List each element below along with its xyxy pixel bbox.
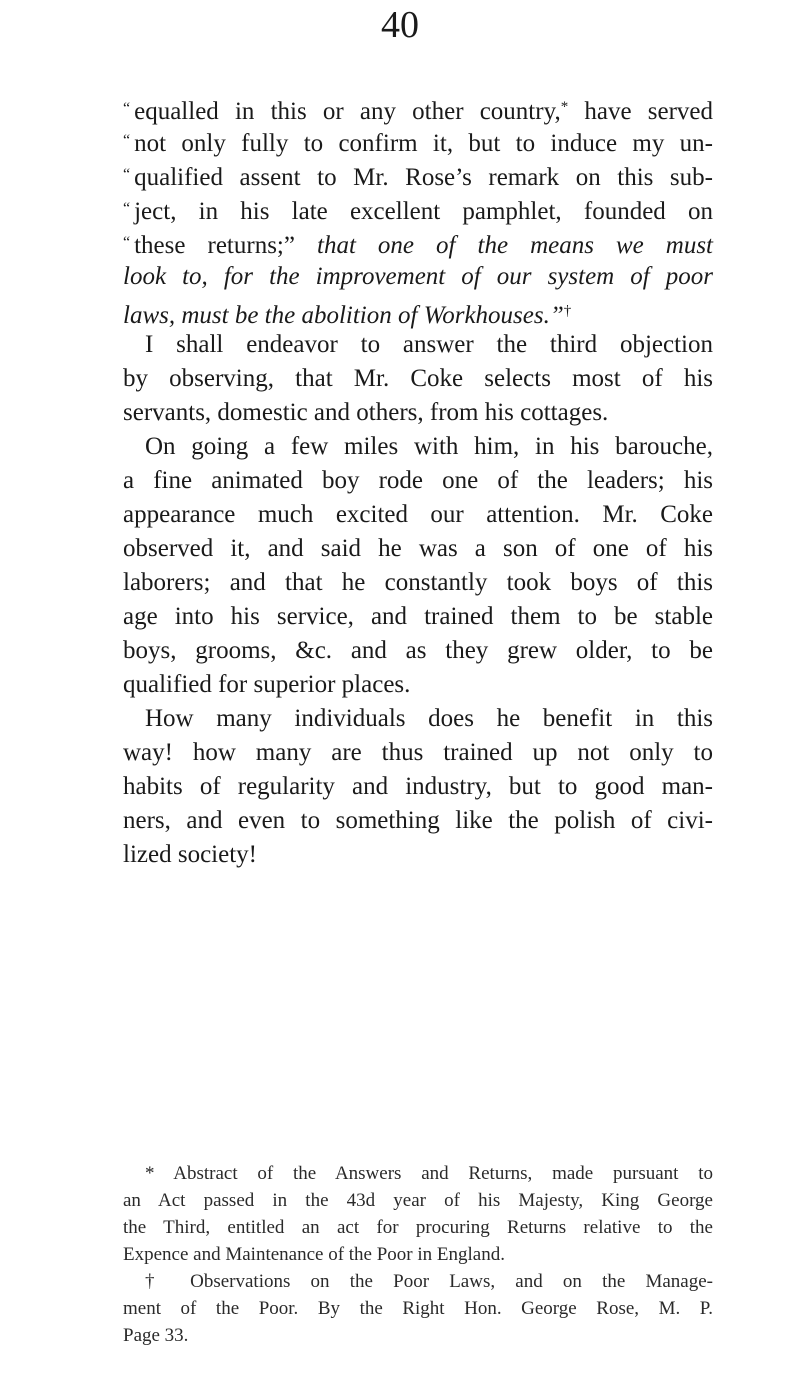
footnote-marker: * [560,99,569,115]
text-run: On going a few miles with him, in his barouche, [145,433,713,460]
text-line [123,260,713,294]
text-run: equalled in this or any other country, [134,98,561,125]
text-run: ners, and even to something like the polish of civi- [123,807,713,834]
text-line [123,668,713,702]
text-line [123,124,713,158]
running-quote-mark: “ [123,132,131,149]
text-line [123,90,713,124]
text-line [123,634,713,668]
text-line [123,328,713,362]
footnote-line [123,1214,713,1241]
text-run: lized society! [123,841,257,868]
running-quote-mark: “ [123,234,131,251]
footnote-line [123,1295,713,1322]
text-run: habits of regularity and industry, but to good man- [123,773,713,800]
text-line [123,192,713,226]
footnote-line [123,1268,713,1295]
text-run: by observing, that Mr. Coke selects most of his [123,365,713,392]
text-line [123,770,713,804]
text-line [123,804,713,838]
text-run: Expence and Maintenance of the Poor in England. [123,1244,505,1265]
text-run: * Abstract of the Answers and Returns, made pursuant to [145,1163,713,1184]
text-run: I shall endeavor to answer the third objection [145,331,713,358]
text-line [123,158,713,192]
footnote-line [123,1187,713,1214]
text-line [123,294,713,328]
text-line [123,600,713,634]
footnote-line [123,1241,713,1268]
text-line [123,838,713,872]
text-line [123,430,713,464]
text-line [123,498,713,532]
footnote-marker: † [563,303,572,319]
text-run: ment of the Poor. By the Right Hon. George Rose, M. P. [123,1298,713,1319]
italic-text: laws, must be the abolition of Workhouses.” [123,302,564,329]
italic-text: look to, for the improvement of our system of poor [123,263,713,290]
footnote-line [123,1160,713,1187]
text-line [123,226,713,260]
running-quote-mark: “ [123,100,131,117]
text-run: observed it, and said he was a son of one of his [123,535,713,562]
text-line [123,396,713,430]
text-run: an Act passed in the 43d year of his Majesty, King George [123,1190,713,1211]
text-run: appearance much excited our attention. Mr. Coke [123,501,713,528]
page-number: 40 [381,4,419,46]
text-run: Page 33. [123,1325,189,1346]
text-run: way! how many are thus trained up not only to [123,739,713,766]
running-quote-mark: “ [123,200,131,217]
text-run: age into his service, and trained them to be stable [123,603,713,630]
text-run: servants, domestic and others, from his cottages. [123,399,609,426]
text-line [123,532,713,566]
text-run: boys, grooms, &c. and as they grew older, to be [123,637,713,664]
text-run: qualified for superior places. [123,671,411,698]
text-line [123,566,713,600]
text-run: laborers; and that he constantly took boys of this [123,569,713,596]
footnote-line [123,1322,713,1349]
italic-text: that one of the means we must [317,232,713,259]
running-quote-mark: “ [123,166,131,183]
text-run: † Observations on the Poor Laws, and on the Manage- [145,1271,713,1292]
text-line [123,702,713,736]
body-text [123,90,713,872]
text-run: qualified assent to Mr. Rose’s remark on this sub- [134,164,713,191]
text-line [123,736,713,770]
text-line [123,464,713,498]
text-run: ject, in his late excellent pamphlet, founded on [134,198,713,225]
text-run: have served [568,98,713,125]
text-run: these returns;” [134,232,317,259]
text-run: a fine animated boy rode one of the leaders; his [123,467,713,494]
text-run: not only fully to confirm it, but to induce my un- [134,130,713,157]
text-line [123,362,713,396]
footnotes [123,1160,713,1349]
text-run: How many individuals does he benefit in this [145,705,713,732]
text-run: the Third, entitled an act for procuring Returns relative to the [123,1217,713,1238]
